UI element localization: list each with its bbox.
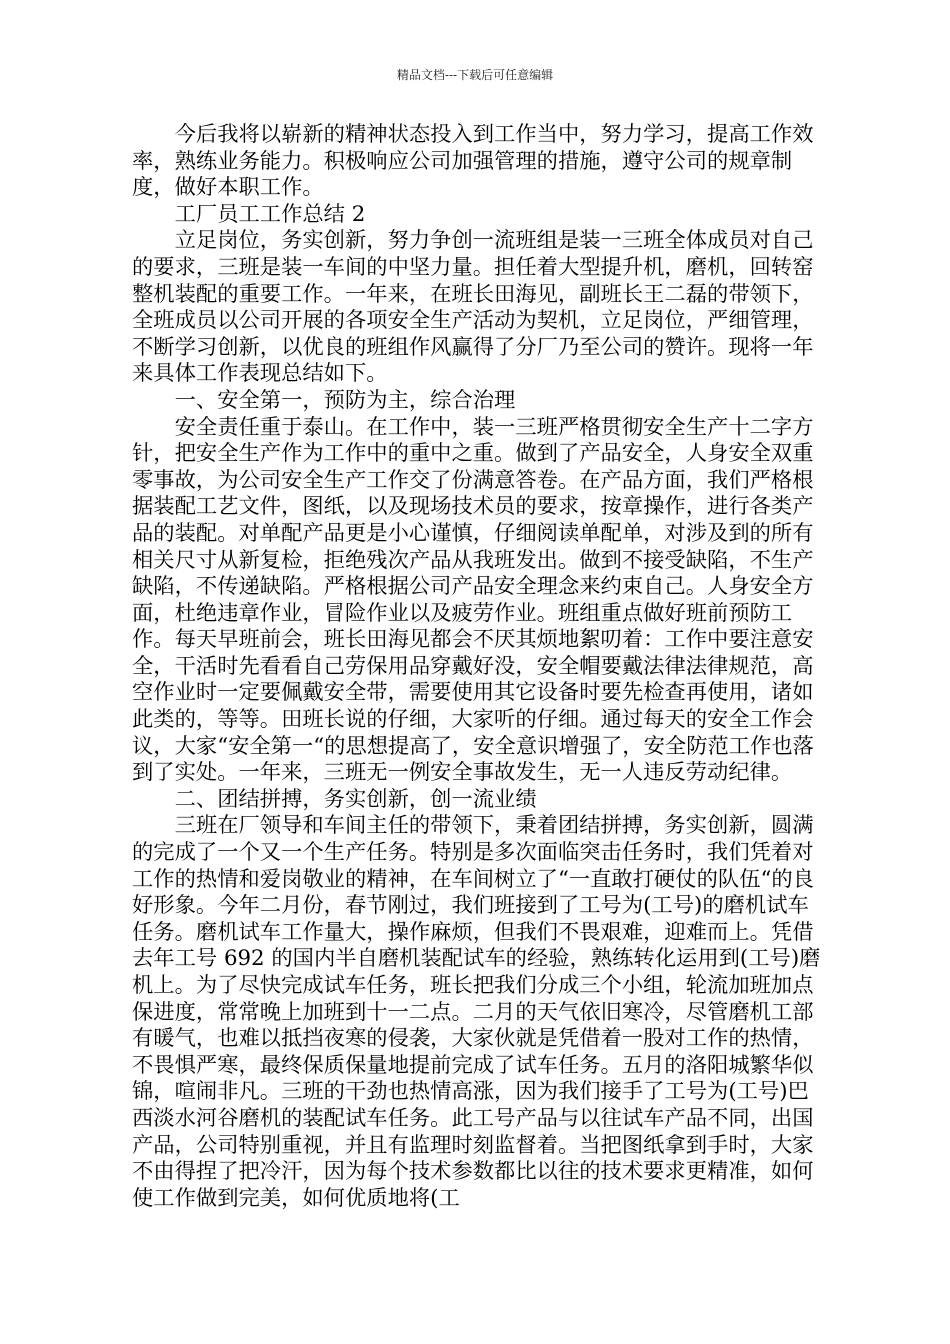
page-header: 精品文档---下载后可任意编辑: [396, 68, 554, 82]
heading-teamwork: 二、团结拼搏，务实创新，创一流业绩: [174, 786, 537, 812]
paragraph-safety: 安全责任重于泰山。在工作中，装一三班严格贯彻安全生产十二字方针，把安全生产作为工作中的重中之重。做到了产品安全，人身安全双重零事故，为公司安全生产工作交了份满意答卷。在产品方面，我们严格根据装配工艺文件，图纸，以及现场技术员的要求，按章操作，进行各类产品的装配。对单配产品更是小心谨慎，仔细阅读单配单，对涉及到的所有相关尺寸从新复检，拒绝残次产品从我班发出。做到不接受缺陷，不生产缺陷，不传递缺陷。严格根据公司产品安全理念来约束自己。人身安全方面，杜绝违章作业，冒险作业以及疲劳作业。班组重点做好班前预防工作。每天早班前会，班长田海见都会不厌其烦地絮叨着：工作中要注意安全，干活时先看看自己劳保用品穿戴好没，安全帽要戴法律法律规范，高空作业时一定要佩戴安全带，需要使用其它设备时要先检查再使用，诸如此类的，等等。田班长说的仔细，大家听的仔细。通过每天的安全工作会议，大家“安全第一“的思想提高了，安全意识增强了，安全防范工作也落到了实处。一年来，三班无一例安全事故发生，无一人违反劳动纪律。: [132, 414, 814, 786]
paragraph-intro: 今后我将以崭新的精神状态投入到工作当中，努力学习，提高工作效率，熟练业务能力。积极响应公司加强管理的措施，遵守公司的规章制度，做好本职工作。: [132, 122, 814, 201]
section-title-summary-2: 工厂员工工作总结 2: [174, 201, 366, 227]
paragraph-teamwork: 三班在厂领导和车间主任的带领下，秉着团结拼搏，务实创新，圆满的完成了一个又一个生产任务。特别是多次面临突击任务时，我们凭着对工作的热情和爱岗敬业的精神，在车间树立了“一直敢打硬仗的队伍“的良好形象。今年二月份，春节刚过，我们班接到了工号为(工号)的磨机试车任务。磨机试车工作量大，操作麻烦，但我们不畏艰难，迎难而上。凭借去年工号 692 的国内半自磨机装配试车的经验，熟练转化运用到(工号)磨机上。为了尽快完成试车任务，班长把我们分成三个小组，轮流加班加点保进度，常常晚上加班到十一二点。二月的天气依旧寒冷，尽管磨机工部有暖气，也难以抵挡夜寒的侵袭，大家伙就是凭借着一股对工作的热情，不畏惧严寒，最终保质保量地提前完成了试车任务。五月的洛阳城繁华似锦，喧闹非凡。三班的干劲也热情高涨，因为我们接手了工号为(工号)巴西淡水河谷磨机的装配试车任务。此工号产品与以往试车产品不同，出国产品，公司特别重视，并且有监理时刻监督着。当把图纸拿到手时，大家不由得捏了把冷汗，因为每个技术参数都比以往的技术要求更精准，如何使工作做到完美，如何优质地将(工: [132, 813, 821, 1211]
document-body: [132, 122, 822, 1212]
heading-safety-first: 一、安全第一，预防为主，综合治理: [174, 387, 516, 413]
paragraph-team-intro: 立足岗位，务实创新，努力争创一流班组是装一三班全体成员对自己的要求，三班是装一车间的中坚力量。担任着大型提升机，磨机，回转窑整机装配的重要工作。一年来，在班长田海见，副班长王二磊的带领下，全班成员以公司开展的各项安全生产活动为契机，立足岗位，严细管理，不断学习创新，以优良的班组作风赢得了分厂乃至公司的赞许。现将一年来具体工作表现总结如下。: [132, 228, 814, 387]
